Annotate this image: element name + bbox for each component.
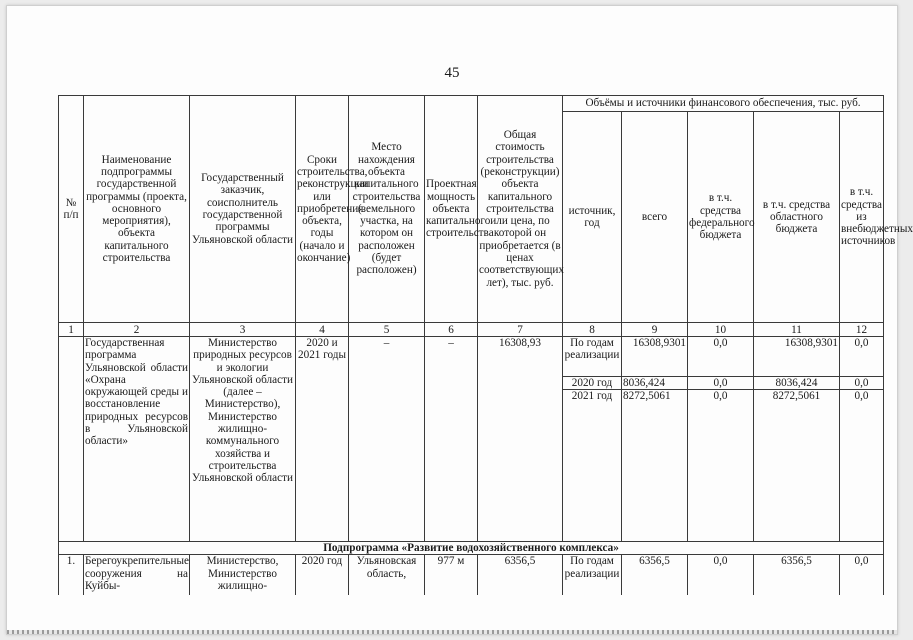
program-name: Государственная программа Ульяновской области «Охрана окружающей среды и восстановление природных ресурсов в Ульяновской области» bbox=[84, 337, 190, 542]
item-federal: 0,0 bbox=[688, 555, 754, 595]
column-number: 11 bbox=[754, 323, 840, 337]
funding-extra: 0,0 bbox=[840, 377, 884, 390]
column-number-row bbox=[59, 323, 884, 337]
document-page bbox=[6, 5, 913, 635]
funding-total: 8036,424 bbox=[622, 377, 688, 390]
header-capacity: Проектная мощность объекта капитального строительства bbox=[425, 96, 478, 323]
column-number: 5 bbox=[349, 323, 425, 337]
item-row bbox=[59, 555, 884, 595]
program-capacity: – bbox=[425, 337, 478, 542]
column-number: 12 bbox=[840, 323, 884, 337]
item-place: Ульяновская область, bbox=[349, 555, 425, 595]
header-funding-group: Объёмы и источники финансового обеспечения, тыс. руб. bbox=[563, 96, 884, 112]
program-cost: 16308,93 bbox=[478, 337, 563, 542]
funding-federal: 0,0 bbox=[688, 377, 754, 390]
section-title: Подпрограмма «Развитие водохозяйственного комплекса» bbox=[59, 542, 884, 555]
program-place: – bbox=[349, 337, 425, 542]
funding-source: По годам реализации bbox=[563, 337, 622, 377]
capital-construction-table bbox=[58, 95, 913, 595]
item-terms: 2020 год bbox=[296, 555, 349, 595]
header-terms: Сроки строительства, реконструкции или приобретения объекта, годы (начало и окончание) bbox=[296, 96, 349, 323]
funding-source: 2021 год bbox=[563, 390, 622, 542]
header-source-year: источник, год bbox=[563, 112, 622, 323]
column-number: 7 bbox=[478, 323, 563, 337]
funding-extra: 0,0 bbox=[840, 337, 884, 377]
item-customer: Министерство, Министерство жилищно- bbox=[190, 555, 296, 595]
column-number: 9 bbox=[622, 323, 688, 337]
item-total: 6356,5 bbox=[622, 555, 688, 595]
header-no: № п/п bbox=[59, 96, 84, 323]
header-place: Место нахождения объекта капитального строительства (земельного участка, на котором он расположен (будет расположен) bbox=[349, 96, 425, 323]
funding-regional: 8036,424 bbox=[754, 377, 840, 390]
funding-total: 8272,5061 bbox=[622, 390, 688, 542]
item-number: 1. bbox=[59, 555, 84, 595]
item-regional: 6356,5 bbox=[754, 555, 840, 595]
column-number: 8 bbox=[563, 323, 622, 337]
program-row-1 bbox=[59, 337, 884, 377]
item-capacity: 977 м bbox=[425, 555, 478, 595]
header-name: Наименование подпрограммы государственной программы (проекта, основного мероприятия), объекта капитального строительства bbox=[84, 96, 190, 323]
program-number bbox=[59, 337, 84, 542]
header-customer: Государственный заказчик, соисполнитель государственной программы Ульяновской области bbox=[190, 96, 296, 323]
header-regional: в т.ч. средства областного бюджета bbox=[754, 112, 840, 323]
header-extra: в т.ч. средства из внебюджетных источников bbox=[840, 112, 884, 323]
funding-regional: 8272,5061 bbox=[754, 390, 840, 542]
header-cost: Общая стоимость строительства (реконструкции) объекта капитального строительства или цена, по которой он приобретается (в ценах соответствующих лет), тыс. руб. bbox=[478, 96, 563, 323]
item-cost: 6356,5 bbox=[478, 555, 563, 595]
program-terms: 2020 и 2021 годы bbox=[296, 337, 349, 542]
page-number: 45 bbox=[444, 65, 460, 81]
funding-federal: 0,0 bbox=[688, 390, 754, 542]
column-number: 3 bbox=[190, 323, 296, 337]
funding-regional: 16308,9301 bbox=[754, 337, 840, 377]
funding-source: 2020 год bbox=[563, 377, 622, 390]
header-total: всего bbox=[622, 112, 688, 323]
column-number: 4 bbox=[296, 323, 349, 337]
section-row bbox=[59, 542, 884, 555]
column-number: 1 bbox=[59, 323, 84, 337]
column-number: 2 bbox=[84, 323, 190, 337]
program-customer: Министерство природных ресурсов и экологии Ульяновской области (далее – Министерство), Министерство жилищно-коммунального хозяйства и строительства Ульяновской области bbox=[190, 337, 296, 542]
funding-extra: 0,0 bbox=[840, 390, 884, 542]
column-number: 10 bbox=[688, 323, 754, 337]
item-extra: 0,0 bbox=[840, 555, 884, 595]
header-federal: в т.ч. средства федерального бюджета bbox=[688, 112, 754, 323]
funding-federal: 0,0 bbox=[688, 337, 754, 377]
column-number: 6 bbox=[425, 323, 478, 337]
funding-total: 16308,9301 bbox=[622, 337, 688, 377]
scan-bottom-edge bbox=[7, 630, 897, 634]
item-name: Берегоукрепительные сооружения на Куйбы- bbox=[84, 555, 190, 595]
header-row-1 bbox=[59, 96, 884, 112]
item-source: По годам реализации bbox=[563, 555, 622, 595]
